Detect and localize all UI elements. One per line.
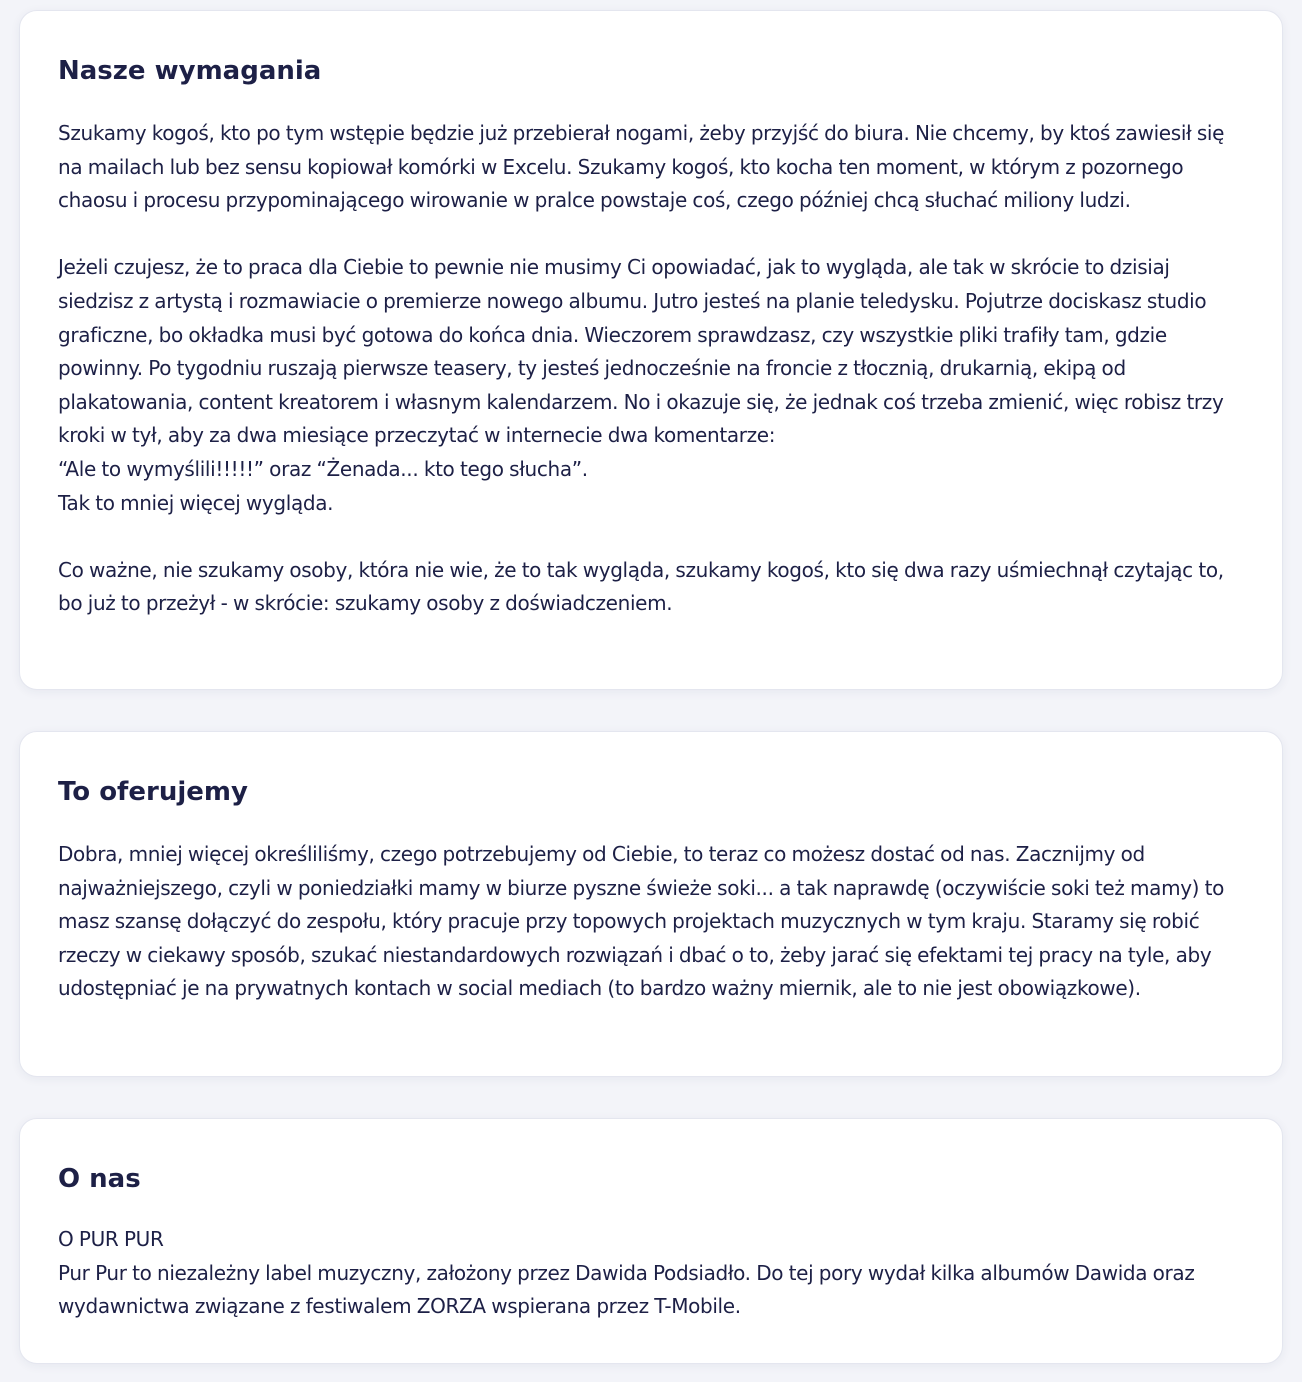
- offer-paragraph: Dobra, mniej więcej określiliśmy, czego potrzebujemy od Ciebie, to teraz co możesz dostać od nas. Zacznijmy od najważniejszego, czyli w poniedziałki mamy w biurze pyszne świeże soki... a tak naprawdę (oczywiście soki też mamy) to masz szansę dołączyć do zespołu, który pracuje przy topowych projektach muzycznych w tym kraju. Staramy się robić rzeczy w ciekawy sposób, szukać niestandardowych rozwiązań i dbać o to, żeby jarać się efektami tej pracy na tyle, aby udostępniać je na prywatnych kontach w social mediach (to bardzo ważny miernik, ale to nie jest obowiązkowe).: [58, 842, 1225, 1001]
- requirements-paragraph: Szukamy kogoś, kto po tym wstępie będzie już przebierał nogami, żeby przyjść do biura. Nie chcemy, by ktoś zawiesił się na mailach lub bez sensu kopiował komórki w Excelu. Szukamy kogoś, kto kocha ten moment, w którym z pozornego chaosu i procesu przypominającego wirowanie w pralce powstaje coś, czego później chcą słuchać miliony ludzi.: [58, 121, 1225, 213]
- about-card: [19, 1118, 1283, 1364]
- about-paragraph: O PUR PUR Pur Pur to niezależny label muzyczny, założony przez Dawida Podsiadło. Do tej pory wydał kilka albumów Dawida oraz wydawnictwa związane z festiwalem ZORZA wspierana przez T-Mobile.: [58, 1227, 1195, 1319]
- offer-card: [19, 731, 1283, 1077]
- about-title: O nas: [58, 1164, 141, 1194]
- requirements-title: Nasze wymagania: [58, 56, 322, 86]
- offer-body: [58, 838, 1244, 1006]
- requirements-paragraph: Co ważne, nie szukamy osoby, która nie wie, że to tak wygląda, szukamy kogoś, kto się dwa razy uśmiechnął czytając to, bo już to przeżył - w skrócie: szukamy osoby z doświadczeniem.: [58, 557, 1224, 616]
- about-body: [58, 1223, 1244, 1324]
- requirements-body: [58, 117, 1244, 621]
- requirements-card: [19, 10, 1283, 690]
- offer-title: To oferujemy: [58, 777, 248, 807]
- requirements-paragraph: Jeżeli czujesz, że to praca dla Ciebie to pewnie nie musimy Ci opowiadać, jak to wygląda, ale tak w skrócie to dzisiaj siedzisz z artystą i rozmawiacie o premierze nowego albumu. Jutro jesteś na planie teledysku. Pojutrze dociskasz studio graficzne, bo okładka musi być gotowa do końca dnia. Wieczorem sprawdzasz, czy wszystkie pliki trafiły tam, gdzie powinny. Po tygodniu ruszają pierwsze teasery, ty jesteś jednocześnie na froncie z tłocznią, drukarnią, ekipą od plakatowania, content kreatorem i własnym kalendarzem. No i okazuje się, że jednak coś trzeba zmienić, więc robisz trzy kroki w tył, aby za dwa miesiące przeczytać w internecie dwa komentarze: “Ale to wymyślili!!!!!” oraz “Żenada... kto tego słucha”. Tak to mniej więcej wygląda.: [58, 255, 1224, 515]
